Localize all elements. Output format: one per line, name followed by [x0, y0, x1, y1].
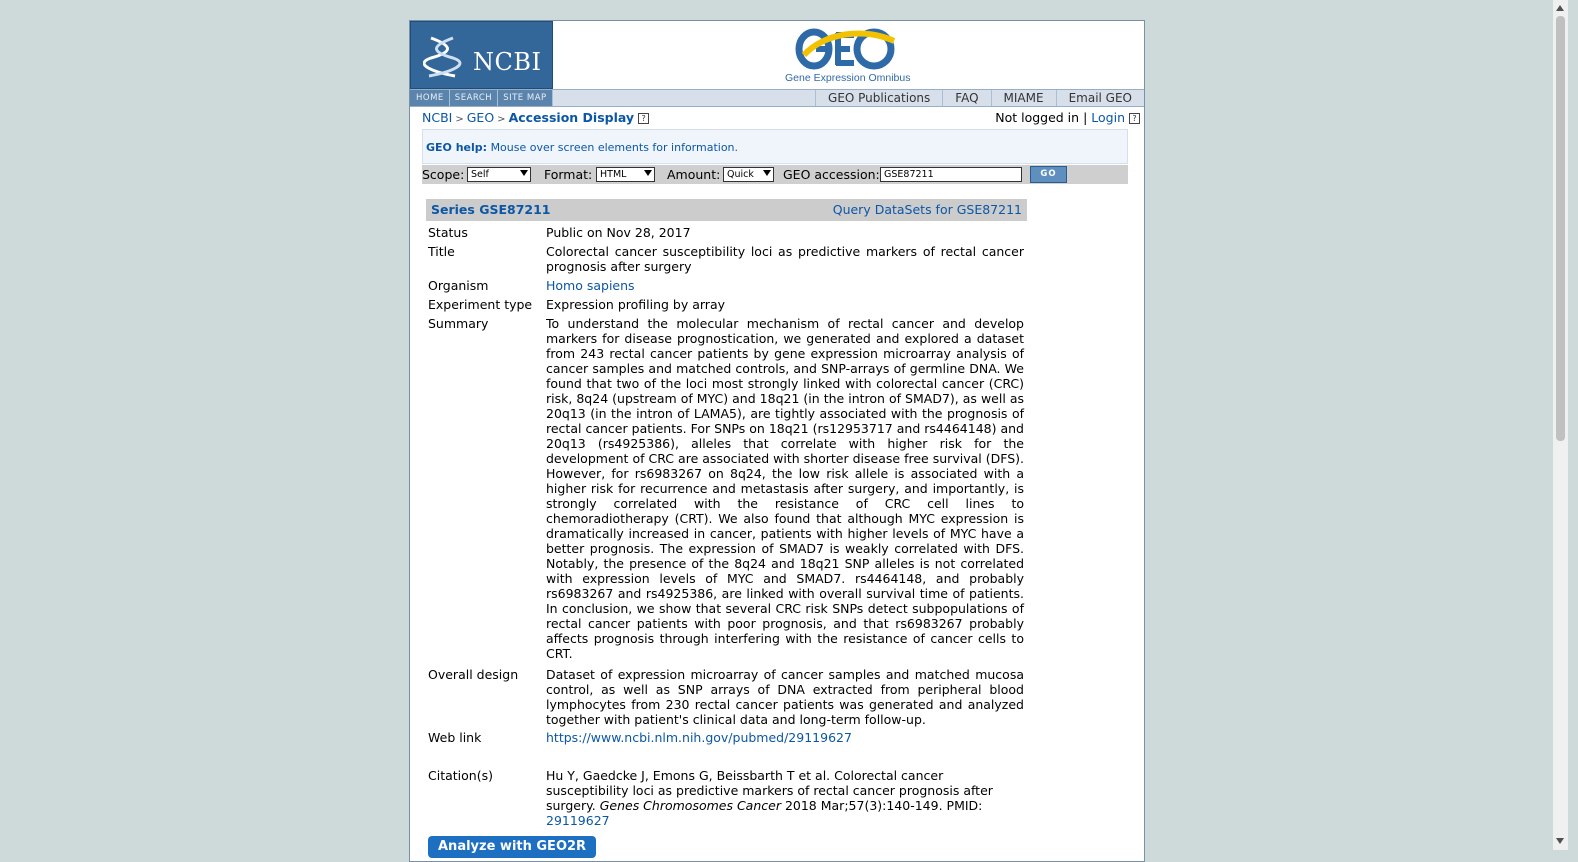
- scope-label: Scope:: [422, 167, 465, 182]
- citation-text: Hu Y, Gaedcke J, Emons G, Beissbarth T et al. Colorectal cancer susceptibility loci as predictive markers of rectal cancer prognosis after surgery.: [546, 768, 993, 813]
- help-box: [422, 129, 1128, 164]
- chevron-down-icon: [520, 170, 528, 176]
- scroll-down-icon[interactable]: [1556, 838, 1564, 844]
- login-link[interactable]: Login: [1091, 110, 1125, 125]
- ncbi-logo[interactable]: [410, 21, 553, 89]
- dna-helix-icon: [423, 36, 463, 78]
- help-label: GEO help:: [426, 141, 488, 154]
- citation-ref: 2018 Mar;57(3):140-149. PMID:: [784, 798, 983, 813]
- amount-value: Quick: [727, 169, 754, 180]
- scope-value: Self: [471, 169, 489, 180]
- help-text: Mouse over screen elements for information.: [490, 141, 739, 154]
- query-bar: [422, 165, 1128, 184]
- vertical-scrollbar[interactable]: [1553, 0, 1568, 850]
- geo-nav: [815, 90, 1144, 106]
- series-title: Series GSE87211: [431, 202, 551, 217]
- chevron-down-icon: [763, 170, 771, 176]
- page-container: [409, 20, 1145, 862]
- overall-design-value: Dataset of expression microarray of cancer samples and matched mucosa control, as well as SNP arrays of DNA extracted from peripheral blood lymphocytes from 230 rectal cancer patients was generated and analyzed together with patient's clinical data and long-term follow-up.: [546, 667, 1024, 727]
- geo-logo-mark: [794, 23, 904, 73]
- experiment-type-label: Experiment type: [428, 297, 533, 312]
- nav-bar: [410, 89, 1144, 107]
- status-label: Status: [428, 225, 468, 240]
- experiment-type-value: Expression profiling by array: [546, 297, 726, 312]
- citation-label: Citation(s): [428, 768, 493, 783]
- organism-link[interactable]: Homo sapiens: [546, 278, 635, 293]
- breadcrumb-separator: >: [497, 114, 506, 125]
- citation-pmid-link[interactable]: 29119627: [546, 813, 610, 828]
- geo-logo[interactable]: [553, 21, 1144, 89]
- geo-subtitle: Gene Expression Omnibus: [785, 72, 911, 84]
- login-help-icon[interactable]: ?: [1129, 113, 1140, 124]
- chevron-down-icon: [644, 170, 652, 176]
- breadcrumb-geo[interactable]: GEO: [466, 110, 495, 125]
- login-status: Not logged in: [995, 110, 1080, 125]
- nav-site-map[interactable]: SITE MAP: [498, 90, 552, 106]
- accession-input[interactable]: GSE87211: [880, 167, 1022, 182]
- nav-geo-publications[interactable]: GEO Publications: [815, 90, 942, 106]
- nav-home[interactable]: HOME: [410, 90, 450, 106]
- summary-label: Summary: [428, 316, 489, 331]
- scroll-up-icon[interactable]: [1556, 5, 1564, 11]
- login-divider: |: [1083, 110, 1088, 125]
- format-select[interactable]: [596, 167, 655, 182]
- breadcrumb-ncbi[interactable]: NCBI: [422, 110, 453, 125]
- scope-select[interactable]: [467, 167, 531, 182]
- login-area: [995, 110, 1140, 125]
- web-link[interactable]: https://www.ncbi.nlm.nih.gov/pubmed/29119627: [546, 730, 852, 745]
- status-value: Public on Nov 28, 2017: [546, 225, 691, 240]
- title-label: Title: [428, 244, 455, 259]
- nav-faq[interactable]: FAQ: [942, 90, 990, 106]
- amount-label: Amount:: [667, 167, 721, 182]
- series-header: [426, 199, 1027, 221]
- overall-design-label: Overall design: [428, 667, 519, 682]
- organism-label: Organism: [428, 278, 489, 293]
- breadcrumb-current: Accession Display: [508, 110, 635, 125]
- help-icon[interactable]: ?: [638, 113, 649, 124]
- go-button[interactable]: GO: [1030, 166, 1067, 183]
- nav-email-geo[interactable]: Email GEO: [1056, 90, 1144, 106]
- amount-select[interactable]: [723, 167, 774, 182]
- ncbi-nav: [410, 90, 553, 106]
- nav-miame[interactable]: MIAME: [991, 90, 1056, 106]
- nav-search[interactable]: SEARCH: [450, 90, 498, 106]
- ncbi-logo-text: NCBI: [473, 48, 542, 76]
- web-link-label: Web link: [428, 730, 482, 745]
- analyze-geo2r-button[interactable]: Analyze with GEO2R: [428, 836, 596, 858]
- title-value: Colorectal cancer susceptibility loci as predictive markers of rectal cancer prognosis after surgery: [546, 244, 1024, 274]
- breadcrumb-separator: >: [455, 114, 464, 125]
- breadcrumb: [422, 110, 649, 125]
- scrollbar-thumb[interactable]: [1556, 16, 1565, 441]
- summary-value: To understand the molecular mechanism of rectal cancer and develop markers for disease prognostication, we generated and explored a dataset from 243 rectal cancer patients by gene expression microarray analysis of cancer samples and matched controls, and SNP-arrays of germline DNA. We found that two of the loci most strongly linked with colorectal cancer (CRC) risk, 8q24 (upstream of MYC) and 18q21 (in the intron of SMAD7), as well as 20q13 (in the intron of LAMA5), are tightly associated with the prognosis of rectal cancer patients. For SNPs on 18q21 (rs12953717 and rs4464148) and 20q13 (rs4925386), alleles that correlate with higher risk for the development of CRC are associated with shorter disease free survival (DFS). However, for rs6983267 on 8q24, the low risk allele is associated with a higher risk for recurrence and metastasis after surgery, and importantly, is strongly correlated with the resistance of CRC cell lines to chemoradiotherapy (CRT). We also found that although MYC expression is dramatically increased in cancer, patients with higher levels of MYC have a better prognosis. The expression of SMAD7 is weakly correlated with DFS. Notably, the presence of the 8q24 and 18q21 SNP alleles is not correlated with expression levels of MYC and SMAD7. rs4464148, and probably rs6983267 and rs4925386, are linked with overall survival time of patients. In conclusion, we show that several CRC risk SNPs detect subpopulations of rectal cancer patients with poor prognosis, and that rs6983267 probably affects prognosis through interfering with the resistance of cancer cells to CRT.: [546, 316, 1024, 661]
- format-value: HTML: [600, 169, 627, 180]
- format-label: Format:: [544, 167, 593, 182]
- accession-label: GEO accession:: [783, 167, 880, 182]
- citation-journal: Genes Chromosomes Cancer: [599, 798, 781, 813]
- query-datasets-link[interactable]: Query DataSets for GSE87211: [832, 202, 1022, 217]
- citation-value: [546, 768, 1016, 828]
